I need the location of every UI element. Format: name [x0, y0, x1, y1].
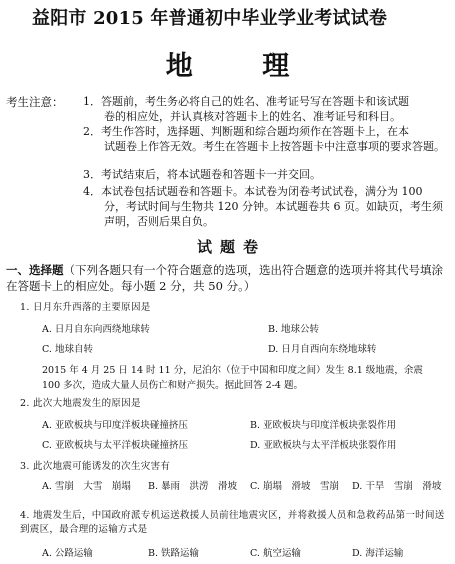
q3-option-a: A. 雪崩 大雪 崩塌 [42, 481, 131, 492]
subject-title: 地 理 [165, 51, 320, 82]
q3-option-d: D. 干旱 雪崩 滑坡 [352, 481, 442, 492]
question-3-stem: 3. 此次地震可能诱发的次生灾害有 [20, 461, 171, 472]
q3-option-c: C. 崩塌 滑坡 雪崩 [250, 481, 339, 492]
q1-option-b: B. 地球公转 [268, 324, 320, 335]
q2-option-b: B. 亚欧板块与印度洋板块张裂作用 [250, 420, 397, 431]
q2-option-d: D. 亚欧板块与太平洋板块张裂作用 [250, 440, 397, 451]
section-heading [6, 262, 451, 294]
q3-option-b: B. 暴雨 洪涝 滑坡 [148, 481, 238, 492]
q1-option-a: A. 日月自东向西绕地球转 [42, 324, 150, 335]
question-1-stem: 1. 日月东升西落的主要原因是 [20, 302, 151, 313]
q1-option-c: C. 地球自转 [42, 344, 93, 355]
q1-option-d: D. 日月自西向东绕地球转 [268, 344, 377, 355]
question-2-stem: 2. 此次大地震发生的原因是 [20, 398, 141, 409]
q4-option-c: C. 航空运输 [250, 548, 301, 559]
notice-item-4: 4．本试卷包括试题卷和答题卡。本试卷为闭卷考试试卷，满分为 100 分，考试时间与生物共 120 分钟。本试题卷共 6 页。如缺页，考生须声明，否则后果自负。 [83, 185, 443, 228]
q4-option-b: B. 铁路运输 [148, 548, 200, 559]
section-label: 一、选择题 [6, 263, 64, 277]
notice-label: 考生注意： [6, 95, 64, 109]
volume-title: 试题卷 [196, 238, 266, 256]
passage-nepal-earthquake: 2015 年 4 月 25 日 14 时 11 分，尼泊尔（位于中国和印度之间）发生 8.1 级地震，余震 100 多次，造成大量人员伤亡和财产损失。据此回答 2-4 题。 [42, 365, 423, 391]
section-instructions: （下列各题只有一个符合题意的选项，选出符合题意的选项并将其代号填涂在答题卡上的相应处。每小题 2 分，共 50 分。） [6, 263, 443, 293]
q4-option-d: D. 海洋运输 [352, 548, 404, 559]
q2-option-c: C. 亚欧板块与太平洋板块碰撞挤压 [42, 440, 188, 451]
notice-item-1: 1．答题前，考生务必将自己的姓名、准考证号写在答题卡和该试题 卷的相应处，并认真核对答题卡上的姓名、准考证号和科目。 [83, 95, 409, 123]
notice-item-2: 2．考生作答时，选择题、判断题和综合题均须作在答题卡上，在本 试题卷上作答无效。考生在答题卡上按答题卡中注意事项的要求答题。 [83, 125, 445, 153]
q4-option-a: A. 公路运输 [42, 548, 93, 559]
question-4-stem: 4. 地震发生后，中国政府派专机运送救援人员前往地震灾区，并将救援人员和急救药品第一时间送到震区，最合理的运输方式是 [20, 510, 445, 535]
exam-title: 益阳市 2015 年普通初中毕业学业考试试卷 [32, 8, 388, 29]
notice-item-3: 3．考试结束后，将本试题卷和答题卡一并交回。 [83, 168, 321, 181]
q2-option-a: A. 亚欧板块与印度洋板块碰撞挤压 [42, 420, 188, 431]
